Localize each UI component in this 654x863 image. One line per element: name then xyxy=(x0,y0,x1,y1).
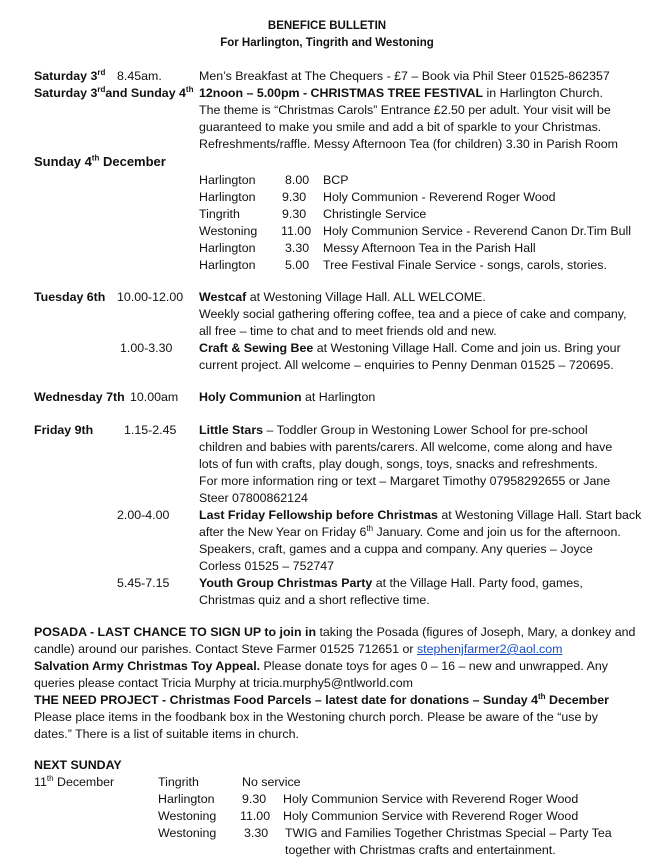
holy-communion-title: Holy Communion at Harlington xyxy=(199,390,376,404)
salvation-notice: Salvation Army Christmas Toy Appeal. Please donate toys for ages 0 – 16 – new and unwrapped. Any xyxy=(34,659,608,673)
tree-festival-line: Refreshments/raffle. Messy Afternoon Tea (for children) 3.30 in Parish Room xyxy=(199,137,618,151)
need-project-notice: THE NEED PROJECT - Christmas Food Parcels – latest date for donations – Sunday 4th December xyxy=(34,691,609,707)
tue6-day: Tuesday 6th xyxy=(34,290,106,304)
little-stars-line: children and babies with parents/carers. All welcome, come along and have xyxy=(199,440,613,454)
tue6-time2: 1.00-3.30 xyxy=(120,341,173,355)
sat3-text: Men’s Breakfast at The Chequers - £7 – Book via Phil Steer 01525-862357 xyxy=(199,69,610,83)
fellowship-title: Last Friday Fellowship before Christmas at Westoning Village Hall. Start back xyxy=(199,508,642,522)
fri9-time1: 1.15-2.45 xyxy=(124,423,177,437)
need-project-line: dates.” There is a list of suitable items in church. xyxy=(34,727,299,741)
fellowship-line: Speakers, craft, games and a cuppa and company. Any queries – Joyce xyxy=(199,542,593,556)
little-stars-line: For more information ring or text – Margaret Timothy 07958292655 or Jane xyxy=(199,474,611,488)
wed7-day: Wednesday 7th xyxy=(34,390,125,404)
posada-email-link[interactable]: stephenjfarmer2@aol.com xyxy=(416,642,563,656)
sat3-time: 8.45am. xyxy=(117,69,162,83)
fri9-time2: 2.00-4.00 xyxy=(117,508,170,522)
youth-party-line: Christmas quiz and a short reflective time. xyxy=(199,593,430,607)
youth-party-title: Youth Group Christmas Party at the Village Hall. Party food, games, xyxy=(199,576,583,590)
little-stars-line: lots of fun with crafts, play dough, songs, toys, snacks and refreshments. xyxy=(199,457,598,471)
tree-festival-line: guaranteed to make you smile and add a bit of sparkle to your Christmas. xyxy=(199,120,602,134)
bulletin-subtitle: For Harlington, Tingrith and Westoning xyxy=(220,37,434,49)
craft-bee-line: current project. All welcome – enquiries to Penny Denman 01525 – 720695. xyxy=(199,358,614,372)
westcaf-line: Weekly social gathering offering coffee, tea and a piece of cake and company, xyxy=(199,307,627,321)
fellowship-line: after the New Year on Friday 6th January. Come and join us for the afternoon. xyxy=(199,523,621,539)
next-sunday-date: 11th December xyxy=(34,773,115,789)
next-sunday-heading: NEXT SUNDAY xyxy=(34,758,122,772)
tree-festival-line: The theme is “Christmas Carols” Entrance £2.50 per adult. Your visit will be xyxy=(199,103,611,117)
tree-festival-title: 12noon – 5.00pm - CHRISTMAS TREE FESTIVAL in Harlington Church. xyxy=(199,86,603,100)
fellowship-line: Corless 01525 – 752747 xyxy=(199,559,335,573)
fri9-day: Friday 9th xyxy=(34,423,94,437)
fri9-time3: 5.45-7.15 xyxy=(117,576,170,590)
little-stars-title: Little Stars – Toddler Group in Westoning Lower School for pre-school xyxy=(199,423,588,437)
craft-bee-title: Craft & Sewing Bee at Westoning Village Hall. Come and join us. Bring your xyxy=(199,341,621,355)
sun4-day: Sunday 4th December xyxy=(34,153,166,169)
need-project-line: Please place items in the foodbank box in the Westoning church porch. Please be aware of the “use by xyxy=(34,710,598,724)
tue6-time1: 10.00-12.00 xyxy=(117,290,184,304)
sat3-day: Saturday 3rd xyxy=(34,67,106,83)
little-stars-line: Steer 07800862124 xyxy=(199,491,308,505)
posada-notice-line: candle) around our parishes. Contact Steve Farmer 01525 712651 or stephenjfarmer2@aol.com xyxy=(34,642,563,656)
next-service-line: together with Christmas crafts and entertainment. xyxy=(285,843,556,857)
bulletin-title: BENEFICE BULLETIN xyxy=(267,20,387,32)
westcaf-title: Westcaf at Westoning Village Hall. ALL WELCOME. xyxy=(199,290,486,304)
salvation-notice-line: queries please contact Tricia Murphy at tricia.murphy5@ntlworld.com xyxy=(34,676,413,690)
westcaf-line: all free – time to chat and to meet friends old and new. xyxy=(199,324,497,338)
posada-notice: POSADA - LAST CHANCE TO SIGN UP to join in taking the Posada (figures of Joseph, Mary, a donkey and xyxy=(34,625,636,639)
wed7-time: 10.00am xyxy=(130,390,179,404)
sat-sun-day: Saturday 3rdand Sunday 4th xyxy=(34,84,194,100)
